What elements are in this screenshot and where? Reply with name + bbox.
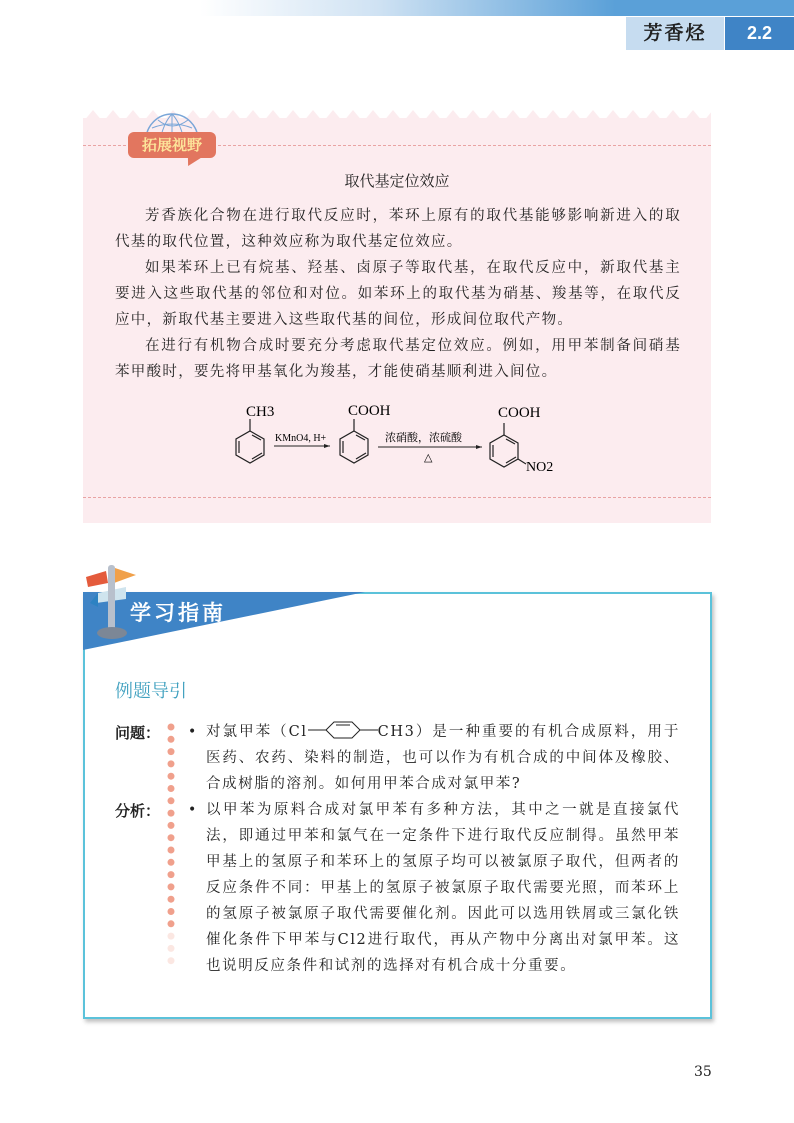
paragraph: 如果苯环上已有烷基、羟基、卤原子等取代基，在取代反应中，新取代基主要进入这些取代基的邻位和对位。如苯环上的取代基为硝基、羧基等，在取代反应中，新取代基主要进入这些取代基的间位，形成间位取代产物。	[115, 260, 681, 328]
question-text-rest: CH3）是一种重要的有机合成原料，用于医药、农药、染料的制造，也可以作为有机合成的中间体及橡胶、合成树脂的溶剂。如何用甲苯合成对氯甲苯?	[206, 724, 680, 792]
heat-symbol: △	[424, 452, 433, 464]
step1-reagent: KMnO4, H+	[275, 433, 327, 444]
question-text	[206, 719, 680, 797]
divider-dot	[168, 810, 175, 817]
divider-dot	[168, 724, 175, 731]
paragraph: 在进行有机物合成时要充分考虑取代基定位效应。例如，用甲苯制备间硝基苯甲酸时，要先将甲基氧化为羧基，才能使硝基顺利进入间位。	[115, 338, 681, 380]
divider-dot	[168, 760, 175, 767]
dotted-divider	[166, 722, 176, 967]
m-nitrobenzoic-acid-structure	[490, 423, 526, 467]
guide-title: 学习指南	[130, 601, 226, 625]
page-number: 35	[694, 1064, 712, 1080]
toluene-structure	[236, 419, 264, 463]
header-gradient-bar	[200, 0, 794, 16]
nitro-label: NO2	[526, 460, 554, 475]
methyl-label: CH3	[246, 404, 275, 420]
step2-reagent: 浓硝酸，浓硫酸	[385, 431, 462, 444]
divider-dot	[168, 908, 175, 915]
bullet: •	[188, 724, 197, 740]
divider-dot	[168, 896, 175, 903]
divider-dot	[168, 859, 175, 866]
divider-dot	[168, 773, 175, 780]
extension-title: 取代基定位效应	[344, 172, 450, 190]
divider-dot	[168, 883, 175, 890]
divider-dot	[168, 822, 175, 829]
example-subtitle: 例题导引	[115, 681, 187, 702]
divider-dot	[168, 785, 175, 792]
question-text-start: 对氯甲苯（Cl	[206, 724, 308, 740]
analysis-label: 分析：	[115, 802, 161, 820]
analysis-text: 以甲苯为原料合成对氯甲苯有多种方法，其中之一就是直接氯代法，即通过甲苯和氯气在一定条件下进行取代反应制得。虽然甲苯甲基上的氢原子和苯环上的氢原子均可以被氯原子取代，但两者的反应条件不同：甲基上的氢原子被氯原子取代需要光照，而苯环上的氢原子被氯原子取代需要催化剂。因此可以选用铁屑或三氯化铁催化条件下甲苯与Cl2进行取代，再从产物中分离出对氯甲苯。这也说明反应条件和试剂的选择对有机合成十分重要。	[206, 802, 680, 974]
divider-dot	[168, 920, 175, 927]
divider-dot	[168, 847, 175, 854]
carboxyl-label: COOH	[348, 403, 391, 419]
divider-dot	[168, 834, 175, 841]
divider-dot	[168, 933, 175, 940]
question-label: 问题：	[115, 724, 161, 742]
extension-badge: 拓展视野	[128, 132, 216, 158]
carboxyl-label: COOH	[498, 405, 541, 421]
divider-bottom	[83, 497, 711, 498]
divider-dot	[168, 797, 175, 804]
reaction-scheme	[220, 395, 580, 485]
benzoic-acid-structure	[340, 419, 368, 463]
section-number: 2.2	[725, 17, 794, 50]
paragraph: 芳香族化合物在进行取代反应时，苯环上原有的取代基能够影响新进入的取代基的取代位置，这种效应称为取代基定位效应。	[115, 208, 681, 250]
divider-dot	[168, 736, 175, 743]
divider-dot	[168, 871, 175, 878]
benzene-ring-inline	[308, 721, 378, 739]
divider-dot	[168, 957, 175, 964]
divider-dot	[168, 748, 175, 755]
bullet: •	[188, 802, 197, 818]
section-title: 芳香烃	[626, 17, 724, 50]
divider-dot	[168, 945, 175, 952]
